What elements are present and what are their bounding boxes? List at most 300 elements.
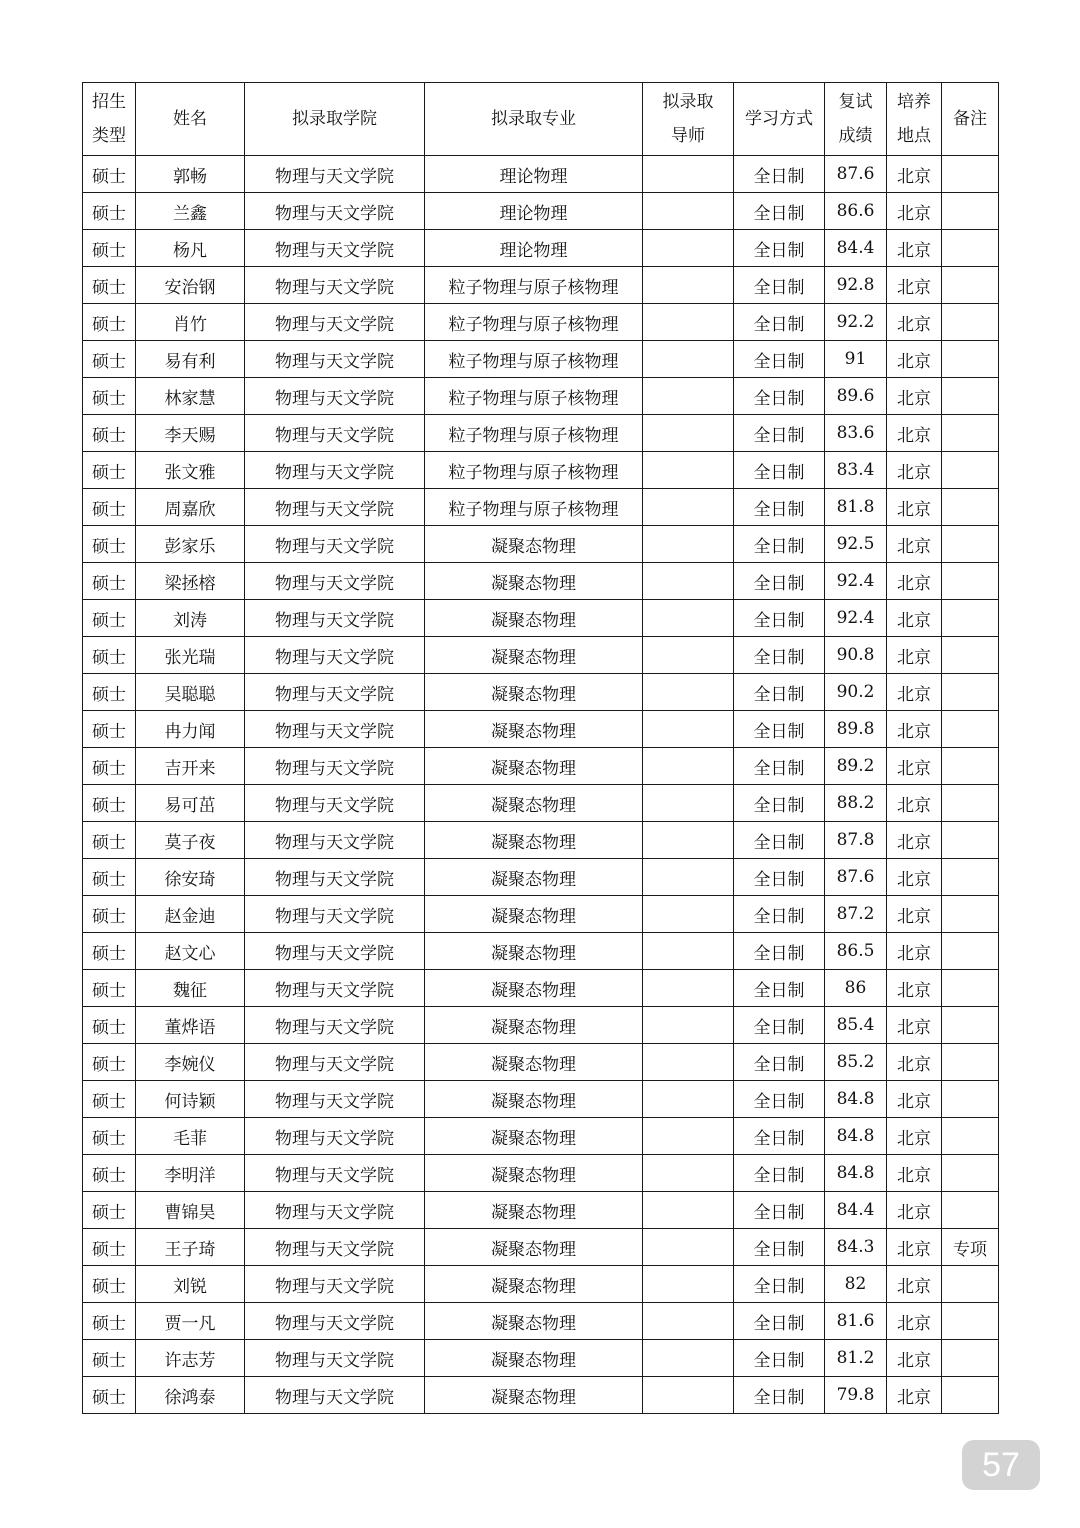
table-row — [83, 970, 999, 1007]
advisor-cell — [643, 1266, 734, 1303]
college-cell: 物理与天文学院 — [245, 1303, 425, 1340]
name-cell: 刘涛 — [136, 600, 245, 637]
study-mode-cell: 全日制 — [734, 1007, 825, 1044]
score-cell: 92.4 — [825, 563, 887, 600]
location-cell: 北京 — [887, 933, 942, 970]
college-cell: 物理与天文学院 — [245, 267, 425, 304]
page-number-badge: 57 — [962, 1440, 1040, 1490]
college-cell: 物理与天文学院 — [245, 1155, 425, 1192]
type-cell: 硕士 — [83, 1192, 136, 1229]
header-label-line: 姓名 — [173, 109, 207, 129]
table-row — [83, 859, 999, 896]
advisor-cell — [643, 267, 734, 304]
score-cell: 92.5 — [825, 526, 887, 563]
major-cell: 凝聚态物理 — [425, 711, 643, 748]
major-cell: 粒子物理与原子核物理 — [425, 452, 643, 489]
remarks-cell — [942, 637, 999, 674]
header-label-line: 拟录取学院 — [292, 109, 377, 129]
remarks-cell — [942, 1118, 999, 1155]
remarks-cell — [942, 341, 999, 378]
location-cell: 北京 — [887, 1118, 942, 1155]
location-cell: 北京 — [887, 1377, 942, 1414]
type-cell: 硕士 — [83, 674, 136, 711]
study-mode-cell: 全日制 — [734, 711, 825, 748]
remarks-cell — [942, 711, 999, 748]
study-mode-cell: 全日制 — [734, 933, 825, 970]
location-cell: 北京 — [887, 1303, 942, 1340]
table-row — [83, 415, 999, 452]
name-cell: 董烨语 — [136, 1007, 245, 1044]
major-cell: 凝聚态物理 — [425, 822, 643, 859]
advisor-cell — [643, 1377, 734, 1414]
study-mode-cell: 全日制 — [734, 267, 825, 304]
name-cell: 曹锦昊 — [136, 1192, 245, 1229]
advisor-cell — [643, 600, 734, 637]
college-cell: 物理与天文学院 — [245, 452, 425, 489]
location-cell: 北京 — [887, 526, 942, 563]
advisor-cell — [643, 1192, 734, 1229]
remarks-cell — [942, 563, 999, 600]
advisor-cell — [643, 1155, 734, 1192]
score-cell: 84.8 — [825, 1155, 887, 1192]
name-cell: 贾一凡 — [136, 1303, 245, 1340]
score-cell: 84.8 — [825, 1118, 887, 1155]
remarks-cell — [942, 674, 999, 711]
major-cell: 凝聚态物理 — [425, 970, 643, 1007]
table-row — [83, 193, 999, 230]
type-cell: 硕士 — [83, 785, 136, 822]
college-cell: 物理与天文学院 — [245, 637, 425, 674]
study-mode-cell: 全日制 — [734, 193, 825, 230]
admission-table — [82, 82, 999, 1414]
remarks-cell: 专项 — [942, 1229, 999, 1266]
major-cell: 凝聚态物理 — [425, 1007, 643, 1044]
name-cell: 杨凡 — [136, 230, 245, 267]
score-cell: 92.2 — [825, 304, 887, 341]
type-cell: 硕士 — [83, 489, 136, 526]
study-mode-cell: 全日制 — [734, 452, 825, 489]
type-cell: 硕士 — [83, 933, 136, 970]
study-mode-cell: 全日制 — [734, 637, 825, 674]
study-mode-cell: 全日制 — [734, 970, 825, 1007]
advisor-cell — [643, 1044, 734, 1081]
major-cell: 凝聚态物理 — [425, 933, 643, 970]
score-cell: 85.2 — [825, 1044, 887, 1081]
table-row — [83, 748, 999, 785]
study-mode-cell: 全日制 — [734, 1266, 825, 1303]
name-cell: 吴聪聪 — [136, 674, 245, 711]
college-cell: 物理与天文学院 — [245, 748, 425, 785]
advisor-cell — [643, 1081, 734, 1118]
location-cell: 北京 — [887, 637, 942, 674]
remarks-cell — [942, 785, 999, 822]
location-cell: 北京 — [887, 1266, 942, 1303]
college-cell: 物理与天文学院 — [245, 970, 425, 1007]
major-cell: 粒子物理与原子核物理 — [425, 267, 643, 304]
type-cell: 硕士 — [83, 1081, 136, 1118]
study-mode-cell: 全日制 — [734, 1303, 825, 1340]
location-cell: 北京 — [887, 785, 942, 822]
major-cell: 凝聚态物理 — [425, 637, 643, 674]
location-cell: 北京 — [887, 970, 942, 1007]
major-cell: 凝聚态物理 — [425, 1229, 643, 1266]
table-row — [83, 1303, 999, 1340]
table-row — [83, 378, 999, 415]
score-cell: 83.6 — [825, 415, 887, 452]
score-cell: 84.3 — [825, 1229, 887, 1266]
name-cell: 郭畅 — [136, 156, 245, 193]
study-mode-cell: 全日制 — [734, 489, 825, 526]
advisor-cell — [643, 304, 734, 341]
study-mode-cell: 全日制 — [734, 785, 825, 822]
college-cell: 物理与天文学院 — [245, 1044, 425, 1081]
table-header — [83, 83, 999, 156]
major-cell: 凝聚态物理 — [425, 859, 643, 896]
remarks-cell — [942, 970, 999, 1007]
college-cell: 物理与天文学院 — [245, 1266, 425, 1303]
score-cell: 81.6 — [825, 1303, 887, 1340]
score-cell: 82 — [825, 1266, 887, 1303]
advisor-cell — [643, 193, 734, 230]
header-label-line: 类型 — [92, 126, 126, 146]
name-cell: 兰鑫 — [136, 193, 245, 230]
name-cell: 许志芳 — [136, 1340, 245, 1377]
major-cell: 凝聚态物理 — [425, 896, 643, 933]
location-cell: 北京 — [887, 415, 942, 452]
name-cell: 赵金迪 — [136, 896, 245, 933]
study-mode-cell: 全日制 — [734, 822, 825, 859]
header-score — [825, 83, 887, 156]
name-cell: 梁拯榕 — [136, 563, 245, 600]
header-label-line: 招生 — [92, 92, 126, 112]
score-cell: 86 — [825, 970, 887, 1007]
study-mode-cell: 全日制 — [734, 859, 825, 896]
type-cell: 硕士 — [83, 1340, 136, 1377]
score-cell: 87.2 — [825, 896, 887, 933]
advisor-cell — [643, 674, 734, 711]
remarks-cell — [942, 1340, 999, 1377]
advisor-cell — [643, 711, 734, 748]
college-cell: 物理与天文学院 — [245, 1007, 425, 1044]
score-cell: 90.2 — [825, 674, 887, 711]
score-cell: 87.6 — [825, 156, 887, 193]
study-mode-cell: 全日制 — [734, 563, 825, 600]
score-cell: 84.4 — [825, 230, 887, 267]
study-mode-cell: 全日制 — [734, 304, 825, 341]
college-cell: 物理与天文学院 — [245, 193, 425, 230]
score-cell: 81.2 — [825, 1340, 887, 1377]
college-cell: 物理与天文学院 — [245, 1229, 425, 1266]
type-cell: 硕士 — [83, 1377, 136, 1414]
location-cell: 北京 — [887, 489, 942, 526]
name-cell: 张光瑞 — [136, 637, 245, 674]
college-cell: 物理与天文学院 — [245, 230, 425, 267]
advisor-cell — [643, 1229, 734, 1266]
college-cell: 物理与天文学院 — [245, 600, 425, 637]
major-cell: 凝聚态物理 — [425, 1155, 643, 1192]
name-cell: 李婉仪 — [136, 1044, 245, 1081]
location-cell: 北京 — [887, 1340, 942, 1377]
score-cell: 79.8 — [825, 1377, 887, 1414]
header-location — [887, 83, 942, 156]
remarks-cell — [942, 526, 999, 563]
score-cell: 92.8 — [825, 267, 887, 304]
table-row — [83, 1007, 999, 1044]
name-cell: 张文雅 — [136, 452, 245, 489]
location-cell: 北京 — [887, 1155, 942, 1192]
study-mode-cell: 全日制 — [734, 600, 825, 637]
remarks-cell — [942, 1377, 999, 1414]
header-label-line: 拟录取 — [662, 92, 714, 112]
study-mode-cell: 全日制 — [734, 230, 825, 267]
table-row — [83, 1081, 999, 1118]
major-cell: 凝聚态物理 — [425, 1044, 643, 1081]
location-cell: 北京 — [887, 674, 942, 711]
location-cell: 北京 — [887, 859, 942, 896]
study-mode-cell: 全日制 — [734, 415, 825, 452]
table-row — [83, 452, 999, 489]
name-cell: 林家慧 — [136, 378, 245, 415]
type-cell: 硕士 — [83, 748, 136, 785]
score-cell: 87.6 — [825, 859, 887, 896]
major-cell: 理论物理 — [425, 156, 643, 193]
type-cell: 硕士 — [83, 452, 136, 489]
major-cell: 凝聚态物理 — [425, 1118, 643, 1155]
advisor-cell — [643, 748, 734, 785]
score-cell: 86.5 — [825, 933, 887, 970]
college-cell: 物理与天文学院 — [245, 415, 425, 452]
major-cell: 理论物理 — [425, 193, 643, 230]
location-cell: 北京 — [887, 156, 942, 193]
type-cell: 硕士 — [83, 970, 136, 1007]
major-cell: 粒子物理与原子核物理 — [425, 415, 643, 452]
major-cell: 粒子物理与原子核物理 — [425, 489, 643, 526]
major-cell: 粒子物理与原子核物理 — [425, 378, 643, 415]
study-mode-cell: 全日制 — [734, 1081, 825, 1118]
study-mode-cell: 全日制 — [734, 156, 825, 193]
location-cell: 北京 — [887, 452, 942, 489]
study-mode-cell: 全日制 — [734, 1229, 825, 1266]
study-mode-cell: 全日制 — [734, 341, 825, 378]
college-cell: 物理与天文学院 — [245, 1118, 425, 1155]
score-cell: 86.6 — [825, 193, 887, 230]
advisor-cell — [643, 970, 734, 1007]
advisor-cell — [643, 785, 734, 822]
name-cell: 赵文心 — [136, 933, 245, 970]
table-row — [83, 600, 999, 637]
study-mode-cell: 全日制 — [734, 1155, 825, 1192]
score-cell: 84.8 — [825, 1081, 887, 1118]
advisor-cell — [643, 637, 734, 674]
type-cell: 硕士 — [83, 193, 136, 230]
table-row — [83, 1155, 999, 1192]
advisor-cell — [643, 933, 734, 970]
college-cell: 物理与天文学院 — [245, 1377, 425, 1414]
location-cell: 北京 — [887, 304, 942, 341]
score-cell: 83.4 — [825, 452, 887, 489]
major-cell: 粒子物理与原子核物理 — [425, 341, 643, 378]
location-cell: 北京 — [887, 822, 942, 859]
remarks-cell — [942, 896, 999, 933]
name-cell: 彭家乐 — [136, 526, 245, 563]
table-row — [83, 711, 999, 748]
major-cell: 凝聚态物理 — [425, 563, 643, 600]
study-mode-cell: 全日制 — [734, 1044, 825, 1081]
type-cell: 硕士 — [83, 304, 136, 341]
table-row — [83, 341, 999, 378]
type-cell: 硕士 — [83, 1155, 136, 1192]
name-cell: 徐鸿泰 — [136, 1377, 245, 1414]
remarks-cell — [942, 1266, 999, 1303]
major-cell: 凝聚态物理 — [425, 526, 643, 563]
score-cell: 92.4 — [825, 600, 887, 637]
header-type — [83, 83, 136, 156]
college-cell: 物理与天文学院 — [245, 1081, 425, 1118]
header-label-line: 导师 — [671, 126, 705, 146]
table-row — [83, 156, 999, 193]
remarks-cell — [942, 1303, 999, 1340]
name-cell: 吉开来 — [136, 748, 245, 785]
name-cell: 王子琦 — [136, 1229, 245, 1266]
type-cell: 硕士 — [83, 1044, 136, 1081]
major-cell: 凝聚态物理 — [425, 785, 643, 822]
location-cell: 北京 — [887, 230, 942, 267]
header-label-line: 学习方式 — [745, 109, 813, 129]
score-cell: 84.4 — [825, 1192, 887, 1229]
score-cell: 81.8 — [825, 489, 887, 526]
score-cell: 90.8 — [825, 637, 887, 674]
name-cell: 易有利 — [136, 341, 245, 378]
score-cell: 89.6 — [825, 378, 887, 415]
table-row — [83, 1118, 999, 1155]
study-mode-cell: 全日制 — [734, 896, 825, 933]
advisor-cell — [643, 526, 734, 563]
type-cell: 硕士 — [83, 637, 136, 674]
remarks-cell — [942, 933, 999, 970]
college-cell: 物理与天文学院 — [245, 378, 425, 415]
study-mode-cell: 全日制 — [734, 526, 825, 563]
type-cell: 硕士 — [83, 156, 136, 193]
name-cell: 肖竹 — [136, 304, 245, 341]
header-label-line: 培养 — [897, 92, 931, 112]
location-cell: 北京 — [887, 563, 942, 600]
table-row — [83, 896, 999, 933]
table-row — [83, 1266, 999, 1303]
name-cell: 李天赐 — [136, 415, 245, 452]
table-row — [83, 563, 999, 600]
college-cell: 物理与天文学院 — [245, 674, 425, 711]
type-cell: 硕士 — [83, 1007, 136, 1044]
remarks-cell — [942, 748, 999, 785]
location-cell: 北京 — [887, 748, 942, 785]
college-cell: 物理与天文学院 — [245, 785, 425, 822]
header-study-mode — [734, 83, 825, 156]
college-cell: 物理与天文学院 — [245, 563, 425, 600]
score-cell: 89.2 — [825, 748, 887, 785]
major-cell: 凝聚态物理 — [425, 1192, 643, 1229]
remarks-cell — [942, 859, 999, 896]
location-cell: 北京 — [887, 896, 942, 933]
score-cell: 89.8 — [825, 711, 887, 748]
table-row — [83, 1377, 999, 1414]
table-row — [83, 1340, 999, 1377]
remarks-cell — [942, 1007, 999, 1044]
location-cell: 北京 — [887, 267, 942, 304]
remarks-cell — [942, 822, 999, 859]
advisor-cell — [643, 489, 734, 526]
remarks-cell — [942, 489, 999, 526]
advisor-cell — [643, 563, 734, 600]
location-cell: 北京 — [887, 1229, 942, 1266]
location-cell: 北京 — [887, 600, 942, 637]
major-cell: 凝聚态物理 — [425, 1303, 643, 1340]
name-cell: 刘锐 — [136, 1266, 245, 1303]
study-mode-cell: 全日制 — [734, 378, 825, 415]
type-cell: 硕士 — [83, 526, 136, 563]
type-cell: 硕士 — [83, 230, 136, 267]
advisor-cell — [643, 230, 734, 267]
score-cell: 87.8 — [825, 822, 887, 859]
name-cell: 安治钢 — [136, 267, 245, 304]
header-name — [136, 83, 245, 156]
type-cell: 硕士 — [83, 1266, 136, 1303]
table-row — [83, 822, 999, 859]
table-row — [83, 267, 999, 304]
table-row — [83, 785, 999, 822]
type-cell: 硕士 — [83, 1229, 136, 1266]
header-remarks — [942, 83, 999, 156]
table-row — [83, 1229, 999, 1266]
name-cell: 徐安琦 — [136, 859, 245, 896]
name-cell: 莫子夜 — [136, 822, 245, 859]
advisor-cell — [643, 341, 734, 378]
header-row — [83, 83, 999, 156]
header-label-line: 复试 — [838, 92, 873, 112]
location-cell: 北京 — [887, 378, 942, 415]
location-cell: 北京 — [887, 193, 942, 230]
advisor-cell — [643, 896, 734, 933]
study-mode-cell: 全日制 — [734, 1192, 825, 1229]
major-cell: 凝聚态物理 — [425, 600, 643, 637]
table-row — [83, 230, 999, 267]
header-label-line: 地点 — [897, 126, 931, 146]
advisor-cell — [643, 859, 734, 896]
major-cell: 理论物理 — [425, 230, 643, 267]
name-cell: 魏征 — [136, 970, 245, 1007]
college-cell: 物理与天文学院 — [245, 1340, 425, 1377]
location-cell: 北京 — [887, 1192, 942, 1229]
location-cell: 北京 — [887, 1081, 942, 1118]
table-row — [83, 304, 999, 341]
college-cell: 物理与天文学院 — [245, 526, 425, 563]
table-row — [83, 674, 999, 711]
advisor-cell — [643, 378, 734, 415]
name-cell: 何诗颖 — [136, 1081, 245, 1118]
type-cell: 硕士 — [83, 341, 136, 378]
college-cell: 物理与天文学院 — [245, 859, 425, 896]
advisor-cell — [643, 1340, 734, 1377]
college-cell: 物理与天文学院 — [245, 822, 425, 859]
remarks-cell — [942, 304, 999, 341]
remarks-cell — [942, 415, 999, 452]
type-cell: 硕士 — [83, 1118, 136, 1155]
location-cell: 北京 — [887, 1007, 942, 1044]
type-cell: 硕士 — [83, 822, 136, 859]
advisor-cell — [643, 156, 734, 193]
major-cell: 凝聚态物理 — [425, 1081, 643, 1118]
remarks-cell — [942, 1044, 999, 1081]
score-cell: 85.4 — [825, 1007, 887, 1044]
